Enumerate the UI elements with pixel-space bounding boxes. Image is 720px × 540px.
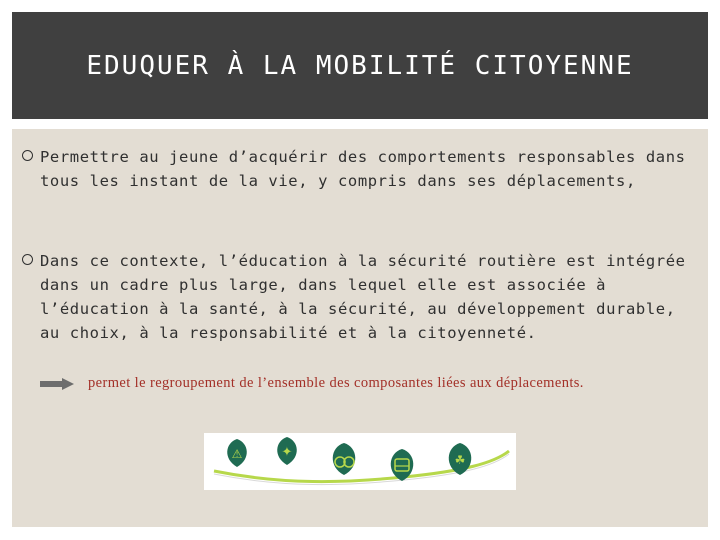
title-bar xyxy=(12,12,708,119)
svg-text:✦: ✦ xyxy=(281,445,293,460)
accident-leaf-icon xyxy=(227,439,247,467)
bullet-text: Dans ce contexte, l’éducation à la sécurité routière est intégrée dans un cadre plus large, dans lequel elle est associée à l’éducation à la santé, à la sécurité, au développement durable, au choix, à la responsabilité et à la citoyenneté. xyxy=(40,252,686,342)
bullet-circle-icon xyxy=(22,254,33,265)
mobility-icons-strip xyxy=(204,433,516,490)
bullet-item xyxy=(40,249,690,345)
bicycle-leaf-icon xyxy=(333,443,356,475)
bullet-item xyxy=(40,145,690,193)
bullet-text: Permettre au jeune d’acquérir des comportements responsables dans tous les instant de la vie, y compris dans ses déplacements, xyxy=(40,148,686,190)
content-panel xyxy=(12,129,708,527)
slide-title: EDUQUER À LA MOBILITÉ CITOYENNE xyxy=(86,50,634,81)
note-text: permet le regroupement de l’ensemble des composantes liées aux déplacements. xyxy=(88,375,584,391)
svg-text:⚠: ⚠ xyxy=(231,447,243,461)
bullet-circle-icon xyxy=(22,150,33,161)
svg-text:☘: ☘ xyxy=(454,453,466,467)
pedestrian-leaf-icon xyxy=(277,437,297,465)
